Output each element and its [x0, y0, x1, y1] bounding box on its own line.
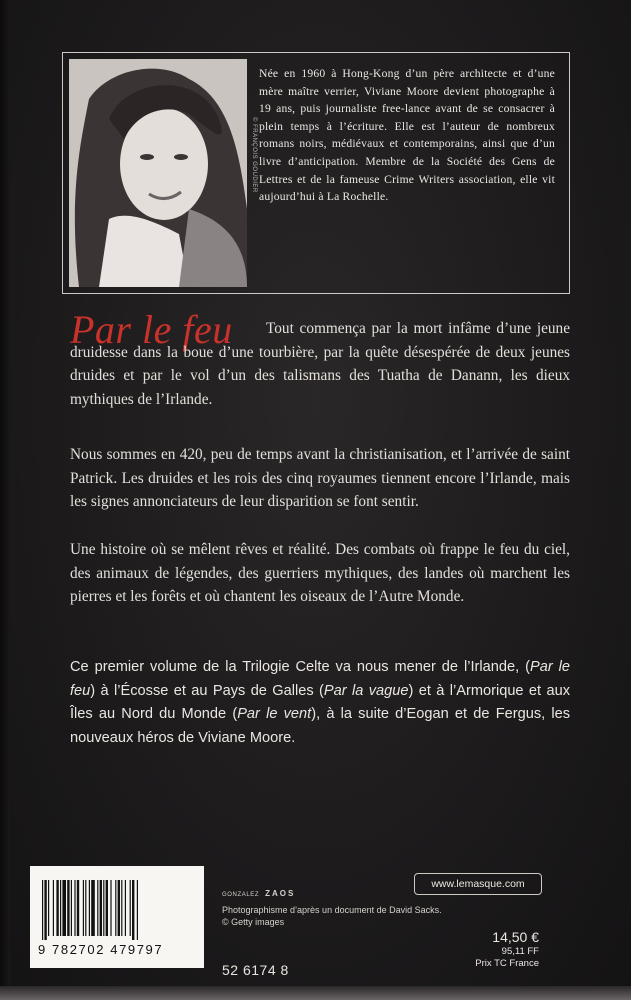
author-photo — [69, 59, 247, 287]
price-euro: 14,50 € — [492, 929, 539, 945]
barcode — [30, 866, 204, 968]
barcode-bars — [40, 880, 194, 940]
price-franc: 95,11 FF — [501, 946, 539, 957]
trilogy-title-1: Par le feu — [70, 659, 570, 699]
price-label: Prix TC France — [475, 958, 539, 969]
photo-document-credit: Photographisme d’après un document de David Sacks. © Getty images — [222, 905, 442, 927]
photo-credit: © FRANÇOIS GOUDIER — [251, 117, 257, 193]
trilogy-paragraph — [70, 656, 570, 750]
barcode-number: 9 782702 479797 — [38, 942, 164, 957]
trilogy-text-2: ) à l’Écosse et au Pays de Galles ( — [90, 682, 324, 699]
publisher-url[interactable]: www.lemasque.com — [414, 873, 542, 895]
spine-edge — [0, 0, 10, 1000]
book-title: Par le feu — [70, 307, 233, 352]
author-bio: Née en 1960 à Hong-Kong d’un père architecte et d’une mère maître verrier, Viviane Moore devient photographe à 19 ans, puis journaliste free-lance avant de se consacrer à plein temps à l’écriture. Elle est l’auteur de nombreux romans noirs, médiévaux et contemporains, ainsi que d’un livre d’anticipation. Membre de la Société des Gens de Lettres et de la fameuse Crime Writers association, elle vit aujourd’hui à La Rochelle. — [259, 67, 555, 204]
bottom-edge — [0, 986, 631, 1000]
trilogy-title-3: Par le vent — [237, 706, 312, 722]
author-box — [62, 52, 570, 294]
design-brand: ZAOS — [265, 889, 296, 898]
design-credit — [222, 889, 295, 898]
summary-paragraph-3: Une histoire où se mêlent rêves et réalité. Des combats où frappe le feu du ciel, des animaux de légendes, des guerriers mythiques, des landes où marchent les pierres et les forêts et où chantent les oiseaux de l’Autre Monde. — [70, 541, 570, 605]
design-studio: GONZALEZ — [222, 892, 260, 898]
product-code: 52 6174 8 — [222, 962, 289, 978]
trilogy-title-2: Par la vague — [323, 682, 409, 699]
trilogy-text-4: ), à la suite d’Eogan et de Fergus, les nouveaux héros de Viviane Moore. — [70, 706, 571, 746]
price-block — [475, 928, 539, 970]
trilogy-text-1: Ce premier volume de la Trilogie Celte va nous mener de l’Irlande, ( — [70, 659, 530, 675]
summary-paragraph-1: Tout commença par la mort infâme d’une jeune druidesse dans la boue d’une tourbière, par la quête désespérée de deux jeunes druides et par le vol d’un des talismans des Tuatha de Danann, les dieux mythiques de l’Irlande. — [70, 320, 570, 408]
summary-paragraph-2: Nous sommes en 420, peu de temps avant la christianisation, et l’arrivée de saint Patrick. Les druides et les rois des cinq royaumes tiennent encore l’Irlande, mais les signes annonciateurs de leur disparition se font sentir. — [70, 446, 570, 510]
trilogy-text-3: ) et à l’Armorique et aux Îles au Nord du Monde ( — [70, 682, 570, 722]
